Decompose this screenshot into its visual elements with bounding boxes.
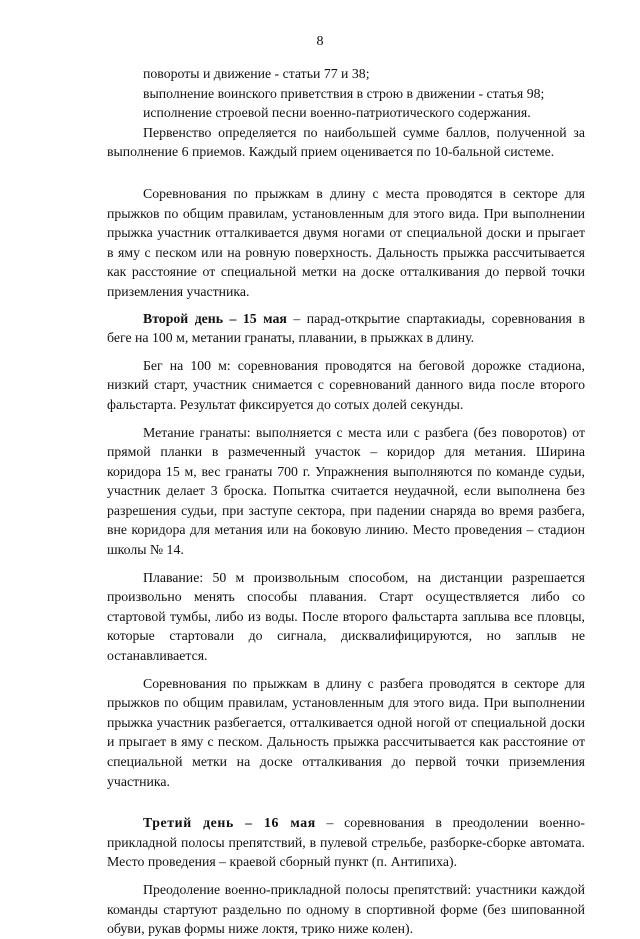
paragraph-day-two: [107, 309, 585, 348]
page-number: 8: [316, 34, 324, 49]
day-three-text: – соревнования в преодолении военно-прикладной полосы препятствий, в пулевой стрельбе, разборке-сборке автомата. Место проведения – краевой сборный пункт (п. Антипиха).: [107, 815, 585, 870]
day-three-heading: Третий день – 16 мая: [143, 815, 316, 831]
paragraph-obstacle-course: Преодоление военно-прикладной полосы препятствий: участники каждой команды стартуют раздельно по одному в спортивной форме (без шипованной обуви, рукав формы ниже локтя, трико ниже колен).: [107, 881, 585, 937]
list-item: повороты и движение - статьи 77 и 38;: [143, 66, 370, 81]
paragraph-long-jump-standing: Соревнования по прыжкам в длину с места проводятся в секторе для прыжков по общим правилам, установленным для этого вида. При выполнении прыжка участник отталкивается двумя ногами от специальной доски и прыгает в яму с песком или на ровную поверхность. Дальность прыжка рассчитывается как расстояние от специальной метки на доске отталкивания до первой точки приземления участника.: [107, 185, 585, 299]
list-item: выполнение воинского приветствия в строю в движении - статья 98;: [143, 85, 545, 101]
day-two-text: – парад-открытие спартакиады, соревнования в беге на 100 м, метании гранаты, плавании, в прыжках в длину.: [107, 310, 585, 346]
document-body: [107, 64, 585, 939]
paragraph-run: Бег на 100 м: соревнования проводятся на беговой дорожке стадиона, низкий старт, участник снимается с соревнований данного вида после второго фальстарта. Результат фиксируется до сотых долей секунды.: [107, 357, 585, 412]
day-two-heading: Второй день – 15 мая: [143, 310, 287, 326]
paragraph-swimming: Плавание: 50 м произвольным способом, на дистанции разрешается произвольно менять способы плавания. Старт осуществляется либо со стартовой тумбы, либо из воды. После второго фальстарта заплыва все пловцы, которые стартовали до сигнала, дисквалифицируются, но заплыв не останавливается.: [107, 569, 585, 664]
paragraph-long-jump-run: Соревнования по прыжкам в длину с разбега проводятся в секторе для прыжков по общим правилам, установленным для этого вида. При выполнении прыжка участник разбегается, отталкивается одной ногой от специальной доски и прыгает в яму с песком. Дальность прыжка рассчитывается как расстояние от специальной метки на доске отталкивания до первой точки приземления участника.: [107, 675, 585, 789]
list-item: исполнение строевой песни военно-патриотического содержания.: [143, 105, 531, 121]
paragraph-grenade: Метание гранаты: выполняется с места или с разбега (без поворотов) от прямой планки в размеченный участок – коридор для метания. Ширина коридора 15 м, вес гранаты 700 г. Упражнения выполняются по команде судьи, участник делает 3 броска. Попытка считается неудачной, если выполнена без разрешения судьи, при заступе сектора, при падении снаряда во время разбега, вне коридора для метания или на боковую линию. Место проведения – стадион школы № 14.: [107, 424, 585, 558]
paragraph-primacy: Первенство определяется по наибольшей сумме баллов, полученной за выполнение 6 приемов. Каждый прием оценивается по 10-бальной системе.: [107, 124, 585, 160]
paragraph-day-three: [107, 813, 585, 872]
